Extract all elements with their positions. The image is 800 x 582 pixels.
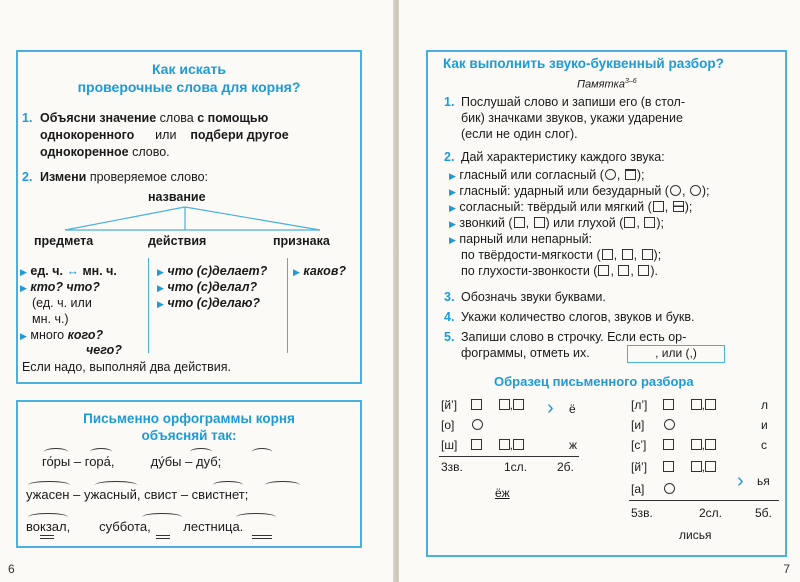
example-row1: го́ры – гора́, ду́бы – дуб; (42, 454, 222, 469)
right-page (399, 0, 800, 582)
w2-sound: [а] (631, 482, 645, 496)
col-action: действия (148, 234, 207, 248)
w1-sound: [о] (441, 418, 455, 432)
root-arc (252, 448, 272, 456)
example-row2: ужасен – ужасный, свист – свистнет; (26, 487, 249, 502)
brace-arrow-icon: › (737, 470, 744, 492)
root-arc (236, 513, 276, 521)
root-arc (142, 513, 182, 521)
step1-number: 1. (444, 95, 455, 109)
w2-letter: с (761, 438, 767, 452)
w2-letter: и (761, 418, 768, 432)
c1-row3: (ед. ч. или (32, 296, 92, 310)
root-arc (28, 513, 68, 521)
w2-word: лисья (679, 528, 712, 542)
item1-number: 1. (22, 111, 33, 125)
bullet-stress: ▶ гласный: ударный или безударный ( , ); (449, 184, 710, 198)
c1-row1: ▶ ед. ч. ↔ мн. ч. (20, 264, 117, 278)
w2-marks: , (663, 398, 716, 412)
tree-root: название (148, 190, 206, 204)
w1-marks (471, 418, 484, 432)
step1-line2: бик) значками звуков, укажи ударение (461, 111, 683, 125)
bullet-vowel-consonant: ▶ гласный или согласный ( , ); (449, 168, 645, 182)
c3-row1: ▶ каков? (293, 264, 347, 278)
w1-syllable-count: 1сл. (504, 460, 528, 474)
bullet-hard-soft: ▶ согласный: твёрдый или мягкий ( , ); (449, 200, 693, 214)
double-underline (252, 535, 272, 539)
w1-rule (439, 456, 579, 457)
column-divider-2 (287, 258, 288, 353)
step5-line1: Запиши слово в строчку. Если есть ор- (461, 330, 687, 344)
bullet-voiced-voiceless: ▶ звонкий ( , ) или глухой ( , ); (449, 216, 664, 230)
c1-row2: ▶ кто? что? (20, 280, 100, 294)
root-arc (90, 448, 112, 456)
w2-sound: [с’] (631, 438, 647, 452)
right-title: Как выполнить звуко-буквенный разбор? (443, 56, 724, 71)
box1-title-line2: проверочные слова для корня? (77, 79, 301, 95)
w2-letter: л (761, 398, 769, 412)
orthogram-mark-box: , или (,) (627, 345, 725, 363)
bullet-hardness-pair: по твёрдости-мягкости ( , , ); (461, 248, 662, 262)
w2-sound-count: 5зв. (631, 506, 653, 520)
step1-line3: (если не один слог). (461, 127, 578, 141)
tree-branches (20, 205, 360, 235)
page-number-left: 6 (8, 562, 15, 576)
w2-rule (629, 500, 779, 501)
c1-row4: мн. ч.) (32, 312, 69, 326)
w1-sound: [й’] (441, 398, 458, 412)
item2-line: Измени проверяемое слово: (40, 170, 209, 184)
w1-marks: , (471, 398, 524, 412)
w2-marks (663, 482, 676, 496)
box1-footer: Если надо, выполняй два действия. (22, 360, 232, 374)
memo-subtitle: Памятка$^{3-6}$ (577, 78, 637, 91)
w1-sound: [ш] (441, 438, 458, 452)
w2-syllable-count: 2сл. (699, 506, 723, 520)
box1-title-line1: Как искать (151, 61, 227, 77)
step3-number: 3. (444, 290, 455, 304)
w1-sound-count: 3зв. (441, 460, 463, 474)
step4-text: Укажи количество слогов, звуков и букв. (461, 310, 695, 324)
item2-number: 2. (22, 170, 33, 184)
c2-row1: ▶ что (с)делает? (157, 264, 268, 278)
col-subject: предмета (34, 234, 94, 248)
box2-title-line2: объясняй так: (141, 428, 237, 443)
bullet-paired: ▶ парный или непарный: (449, 232, 593, 246)
page-number-right: 7 (783, 562, 790, 576)
w1-word: ёж (495, 486, 510, 500)
item1-line1: Объясни значение слова с помощью (40, 111, 269, 125)
w2-marks (663, 418, 676, 432)
root-arc (44, 448, 68, 456)
c2-row3: ▶ что (с)делаю? (157, 296, 261, 310)
w2-sound: [и] (631, 418, 645, 432)
step1-line1: Послушай слово и запиши его (в стол- (461, 95, 686, 109)
step4-number: 4. (444, 310, 455, 324)
item1-line3: однокоренное слово. (40, 145, 170, 159)
w2-marks: , (663, 438, 716, 452)
sample-title: Образец письменного разбора (494, 374, 694, 389)
root-arc (28, 481, 70, 489)
step2-number: 2. (444, 150, 455, 164)
w2-letter: ья (757, 474, 770, 488)
example-row3: вокзал, суббота, лестница. (26, 519, 244, 534)
w2-letter-count: 5б. (755, 506, 772, 520)
c1-row6: чего? (86, 343, 122, 357)
step2-line1: Дай характеристику каждого звука: (461, 150, 665, 164)
w1-marks: , (471, 438, 524, 452)
root-arc (95, 481, 137, 489)
step5-number: 5. (444, 330, 455, 344)
w2-sound: [й’] (631, 460, 648, 474)
c1-row5: ▶ много кого? (20, 328, 104, 342)
double-underline (40, 535, 54, 539)
root-arc (213, 481, 243, 489)
brace-arrow-icon: › (547, 397, 554, 419)
root-arc (265, 481, 300, 489)
bullet-voicing-pair: по глухости-звонкости ( , , ). (461, 264, 658, 278)
w2-marks: , (663, 460, 716, 474)
double-underline (156, 535, 170, 539)
w1-letter-count: 2б. (557, 460, 574, 474)
col-attribute: признака (273, 234, 330, 248)
item1-line2: однокоренного или подбери другое (40, 128, 289, 142)
step3-text: Обозначь звуки буквами. (461, 290, 606, 304)
step5-line2: фограммы, отметь их. (461, 346, 590, 360)
root-arc (190, 448, 212, 456)
w2-sound: [л’] (631, 398, 648, 412)
column-divider-1 (148, 258, 149, 353)
c2-row2: ▶ что (с)делал? (157, 280, 258, 294)
w1-letter: ж (569, 438, 578, 452)
left-page (0, 0, 395, 582)
w1-letter: ё (569, 402, 576, 416)
box2-title-line1: Письменно орфограммы корня (83, 411, 295, 426)
